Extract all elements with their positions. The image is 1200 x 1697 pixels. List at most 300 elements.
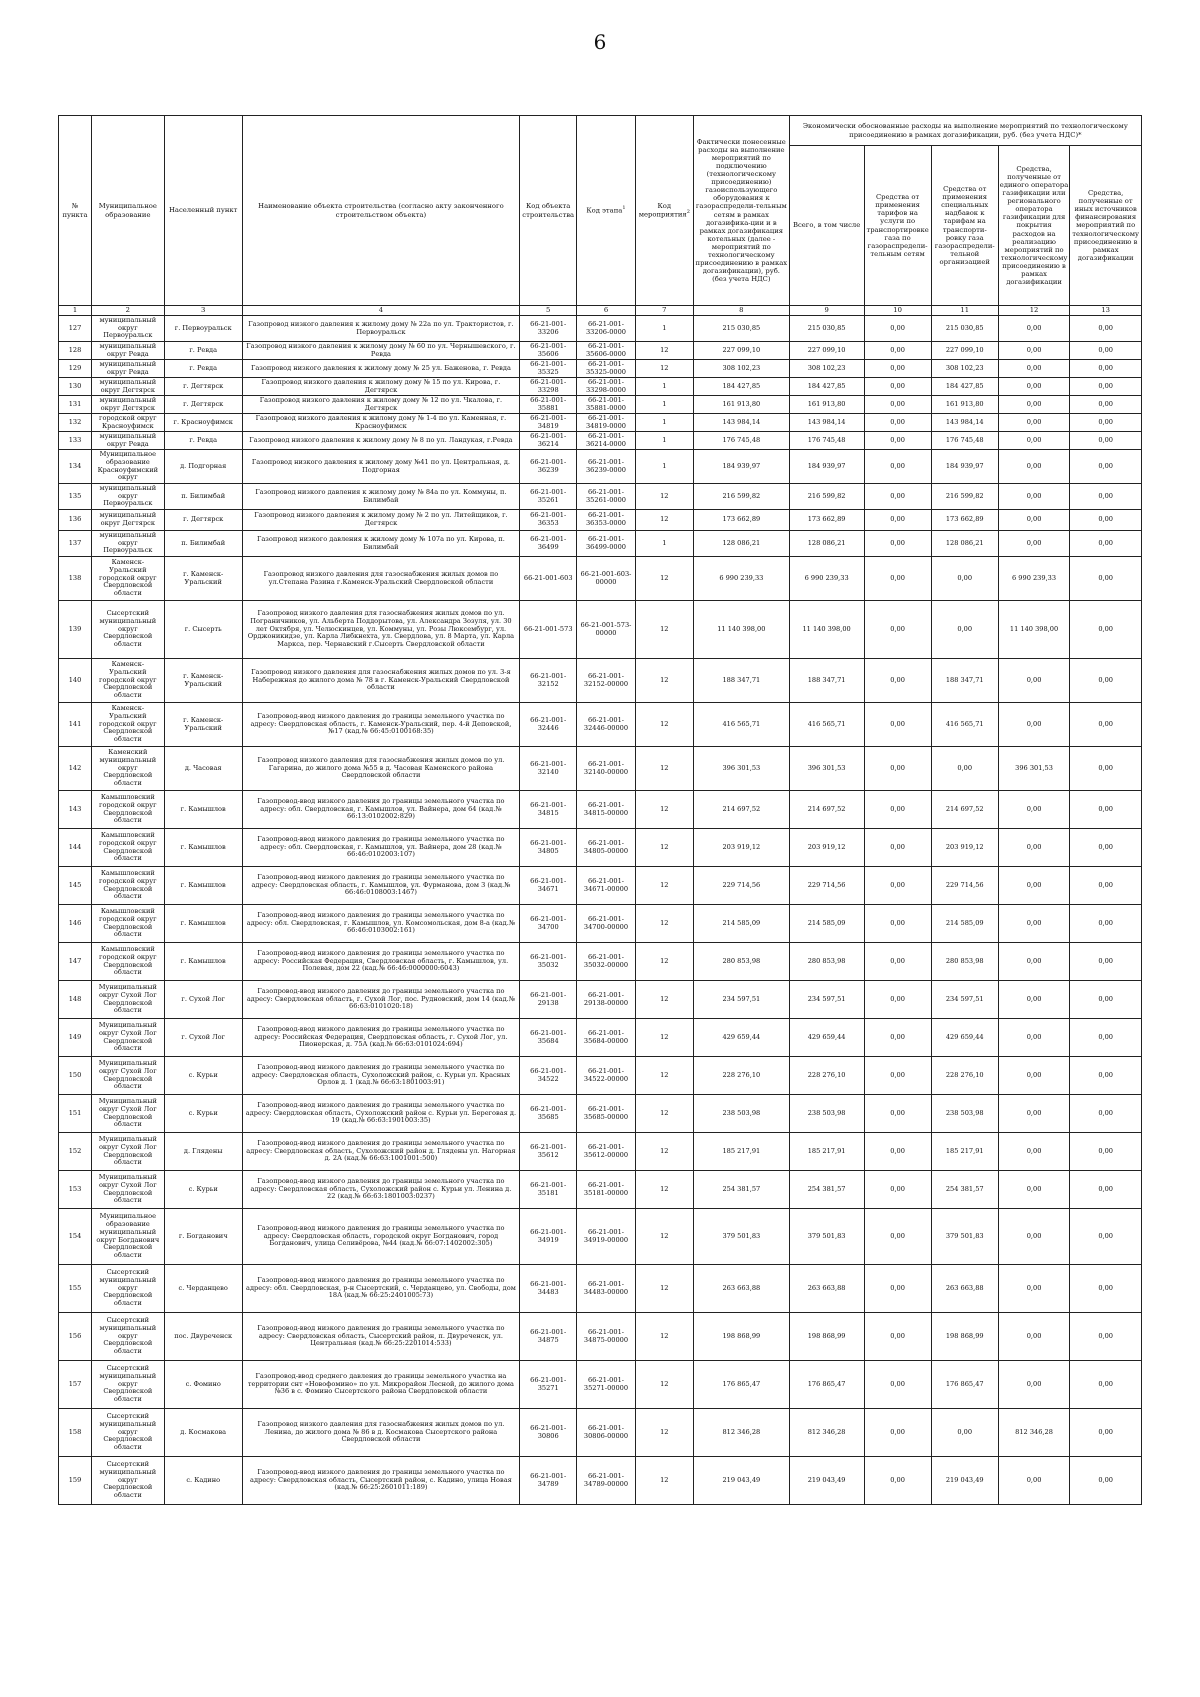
cell-object-code: 66-21-001-32140 bbox=[520, 747, 577, 791]
cell-event-code: 12 bbox=[635, 601, 693, 659]
table-row bbox=[59, 396, 1142, 414]
cell-object-name: Газопровод низкого давления к жилому дому №41 по ул. Центральная, д. Подгорная bbox=[242, 450, 519, 484]
cell-object-code: 66-21-001-34700 bbox=[520, 905, 577, 943]
cell-actual-expenses: 198 868,99 bbox=[693, 1313, 789, 1361]
cell-object-code: 66-21-001-35271 bbox=[520, 1361, 577, 1409]
cell-surcharge-funds: 227 099,10 bbox=[931, 342, 998, 360]
table-row bbox=[59, 1313, 1142, 1361]
cell-surcharge-funds: 0,00 bbox=[931, 557, 998, 601]
column-number: 3 bbox=[164, 306, 242, 316]
cell-event-code: 12 bbox=[635, 747, 693, 791]
column-number: 8 bbox=[693, 306, 789, 316]
table-row bbox=[59, 1457, 1142, 1505]
table-row bbox=[59, 659, 1142, 703]
cell-other-funds: 0,00 bbox=[1070, 1209, 1142, 1265]
header-operator-funds: Средства, полученные от единого оператора газификации или регионального оператора газификации для покрытия расходов на реализацию мероприятий по технологическому присоединению в рамках догазификации bbox=[998, 146, 1070, 306]
cell-stage-code: 66-21-001-35032-00000 bbox=[577, 943, 635, 981]
cell-object-name: Газопровод-ввод низкого давления до границы земельного участка по адресу: Свердловская область, г. Камышлов, ул. Фурманова, дом 3 (кад.№ 66:46:0108003:1467) bbox=[242, 867, 519, 905]
cell-actual-expenses: 214 697,52 bbox=[693, 791, 789, 829]
cell-object-name: Газопровод низкого давления к жилому дому № 15 по ул. Кирова, г. Дегтярск bbox=[242, 378, 519, 396]
cell-municipality: муниципальный округ Ревда bbox=[92, 360, 165, 378]
cell-actual-expenses: 254 381,57 bbox=[693, 1171, 789, 1209]
cell-stage-code: 66-21-001-32140-00000 bbox=[577, 747, 635, 791]
cell-event-code: 12 bbox=[635, 1095, 693, 1133]
cell-tariff-funds: 0,00 bbox=[864, 1265, 931, 1313]
cell-stage-code: 66-21-001-35685-00000 bbox=[577, 1095, 635, 1133]
header-total: Всего, в том числе bbox=[789, 146, 864, 306]
header-event-code bbox=[635, 116, 693, 306]
cell-object-code: 66-21-001-34805 bbox=[520, 829, 577, 867]
cell-stage-code: 66-21-001-34919-00000 bbox=[577, 1209, 635, 1265]
cell-object-code: 66-21-001-29138 bbox=[520, 981, 577, 1019]
cell-municipality: муниципальный округ Первоуральск bbox=[92, 316, 165, 342]
cell-other-funds: 0,00 bbox=[1070, 1265, 1142, 1313]
cell-actual-expenses: 238 503,98 bbox=[693, 1095, 789, 1133]
cell-actual-expenses: 184 427,85 bbox=[693, 378, 789, 396]
cell-tariff-funds: 0,00 bbox=[864, 747, 931, 791]
table-row bbox=[59, 1133, 1142, 1171]
cell-item-number: 139 bbox=[59, 601, 92, 659]
cell-operator-funds: 0,00 bbox=[998, 531, 1070, 557]
header-object-code: Код объекта строительства bbox=[520, 116, 577, 306]
cell-event-code: 1 bbox=[635, 378, 693, 396]
cell-operator-funds: 0,00 bbox=[998, 659, 1070, 703]
cell-object-code: 66-21-001-36214 bbox=[520, 432, 577, 450]
cell-operator-funds: 0,00 bbox=[998, 1265, 1070, 1313]
cell-total-expenses: 254 381,57 bbox=[789, 1171, 864, 1209]
cell-other-funds: 0,00 bbox=[1070, 1171, 1142, 1209]
cell-actual-expenses: 176 865,47 bbox=[693, 1361, 789, 1409]
cell-operator-funds: 0,00 bbox=[998, 1313, 1070, 1361]
cell-tariff-funds: 0,00 bbox=[864, 432, 931, 450]
cell-other-funds: 0,00 bbox=[1070, 1457, 1142, 1505]
cell-tariff-funds: 0,00 bbox=[864, 943, 931, 981]
cell-tariff-funds: 0,00 bbox=[864, 867, 931, 905]
cell-stage-code: 66-21-001-36239-0000 bbox=[577, 450, 635, 484]
cell-surcharge-funds: 308 102,23 bbox=[931, 360, 998, 378]
cell-municipality: муниципальный округ Первоуральск bbox=[92, 531, 165, 557]
cell-municipality: Муниципальный округ Сухой Лог Свердловской области bbox=[92, 1019, 165, 1057]
cell-item-number: 158 bbox=[59, 1409, 92, 1457]
cell-object-code: 66-21-001-34919 bbox=[520, 1209, 577, 1265]
cell-tariff-funds: 0,00 bbox=[864, 791, 931, 829]
cell-settlement: с. Фомино bbox=[164, 1361, 242, 1409]
cell-settlement: г. Сухой Лог bbox=[164, 1019, 242, 1057]
cell-settlement: с. Кадино bbox=[164, 1457, 242, 1505]
cell-settlement: г. Ревда bbox=[164, 360, 242, 378]
cell-event-code: 1 bbox=[635, 316, 693, 342]
table-row bbox=[59, 342, 1142, 360]
cell-object-code: 66-21-001-34875 bbox=[520, 1313, 577, 1361]
cell-settlement: г. Каменск-Уральский bbox=[164, 703, 242, 747]
cell-settlement: г. Красноуфимск bbox=[164, 414, 242, 432]
cell-object-code: 66-21-001-35181 bbox=[520, 1171, 577, 1209]
cell-total-expenses: 215 030,85 bbox=[789, 316, 864, 342]
cell-stage-code: 66-21-001-35881-0000 bbox=[577, 396, 635, 414]
cell-surcharge-funds: 379 501,83 bbox=[931, 1209, 998, 1265]
cell-settlement: г. Камышлов bbox=[164, 829, 242, 867]
cell-settlement: г. Камышлов bbox=[164, 867, 242, 905]
table-row bbox=[59, 1171, 1142, 1209]
cell-settlement: г. Камышлов bbox=[164, 905, 242, 943]
cell-object-code: 66-21-001-32152 bbox=[520, 659, 577, 703]
cell-total-expenses: 173 662,89 bbox=[789, 510, 864, 531]
cell-municipality: муниципальный округ Первоуральск bbox=[92, 484, 165, 510]
cell-operator-funds: 0,00 bbox=[998, 432, 1070, 450]
cell-object-name: Газопровод низкого давления к жилому дому № 84а по ул. Коммуны, п. Билимбай bbox=[242, 484, 519, 510]
cell-event-code: 12 bbox=[635, 1457, 693, 1505]
cell-settlement: г. Ревда bbox=[164, 432, 242, 450]
cell-object-code: 66-21-001-34789 bbox=[520, 1457, 577, 1505]
cell-actual-expenses: 234 597,51 bbox=[693, 981, 789, 1019]
cell-object-name: Газопровод низкого давления к жилому дому № 12 по ул. Чкалова, г. Дегтярск bbox=[242, 396, 519, 414]
cell-other-funds: 0,00 bbox=[1070, 1313, 1142, 1361]
cell-object-code: 66-21-001-34522 bbox=[520, 1057, 577, 1095]
cell-operator-funds: 812 346,28 bbox=[998, 1409, 1070, 1457]
cell-stage-code: 66-21-001-34819-0000 bbox=[577, 414, 635, 432]
cell-operator-funds: 0,00 bbox=[998, 829, 1070, 867]
cell-object-name: Газопровод низкого давления для газоснабжения жилых домов по ул. 3-я Набережная до жилого дома № 78 в г. Каменск-Уральский Свердловской области bbox=[242, 659, 519, 703]
cell-item-number: 131 bbox=[59, 396, 92, 414]
column-number: 4 bbox=[242, 306, 519, 316]
cell-operator-funds: 11 140 398,00 bbox=[998, 601, 1070, 659]
cell-total-expenses: 227 099,10 bbox=[789, 342, 864, 360]
cell-object-name: Газопровод-ввод низкого давления до границы земельного участка по адресу: обл. Свердловская, г. Камышлов, ул. Вайнера, дом 64 (кад.№ 66:13:0102002:829) bbox=[242, 791, 519, 829]
cell-tariff-funds: 0,00 bbox=[864, 601, 931, 659]
cell-object-name: Газопровод-ввод низкого давления до границы земельного участка по адресу: Свердловская область, городской округ Богданович, город Богданович, улица Селивёрова, №44 (кад.№ 66:07:1402002:305) bbox=[242, 1209, 519, 1265]
cell-other-funds: 0,00 bbox=[1070, 867, 1142, 905]
cell-surcharge-funds: 198 868,99 bbox=[931, 1313, 998, 1361]
cell-municipality: Сысертский муниципальный округ Свердловской области bbox=[92, 1361, 165, 1409]
cell-actual-expenses: 173 662,89 bbox=[693, 510, 789, 531]
cell-total-expenses: 184 427,85 bbox=[789, 378, 864, 396]
column-number: 9 bbox=[789, 306, 864, 316]
cell-event-code: 12 bbox=[635, 829, 693, 867]
header-item-number: № пункта bbox=[59, 116, 92, 306]
table-row bbox=[59, 1409, 1142, 1457]
cell-event-code: 12 bbox=[635, 510, 693, 531]
cell-total-expenses: 228 276,10 bbox=[789, 1057, 864, 1095]
header-justified-expenses-group: Экономически обоснованные расходы на выполнение мероприятий по технологическому присоединению в рамках догазификации, руб. (без учета НДС)* bbox=[789, 116, 1141, 146]
cell-total-expenses: 184 939,97 bbox=[789, 450, 864, 484]
cell-tariff-funds: 0,00 bbox=[864, 1133, 931, 1171]
cell-tariff-funds: 0,00 bbox=[864, 557, 931, 601]
cell-tariff-funds: 0,00 bbox=[864, 1095, 931, 1133]
cell-operator-funds: 0,00 bbox=[998, 510, 1070, 531]
cell-tariff-funds: 0,00 bbox=[864, 396, 931, 414]
cell-item-number: 149 bbox=[59, 1019, 92, 1057]
cell-surcharge-funds: 184 939,97 bbox=[931, 450, 998, 484]
cell-object-name: Газопровод-ввод низкого давления до границы земельного участка по адресу: обл. Свердловская, г. Камышлов, ул. Комсомольская, дом 8-а (кад.№ 66:46:0103002:161) bbox=[242, 905, 519, 943]
cell-object-code: 66-21-001-34483 bbox=[520, 1265, 577, 1313]
table-row bbox=[59, 557, 1142, 601]
cell-municipality: Муниципальный округ Сухой Лог Свердловской области bbox=[92, 1057, 165, 1095]
cell-object-name: Газопровод низкого давления к жилому дому № 8 по ул. Ландукая, г.Ревда bbox=[242, 432, 519, 450]
cell-total-expenses: 161 913,80 bbox=[789, 396, 864, 414]
cell-municipality: Муниципальный округ Сухой Лог Свердловской области bbox=[92, 1095, 165, 1133]
cell-settlement: с. Курьи bbox=[164, 1171, 242, 1209]
cell-operator-funds: 0,00 bbox=[998, 1171, 1070, 1209]
cell-municipality: Камышловский городской округ Свердловской области bbox=[92, 905, 165, 943]
cell-item-number: 154 bbox=[59, 1209, 92, 1265]
cell-object-name: Газопровод-ввод низкого давления до границы земельного участка по адресу: Свердловская область, Сухоложский район д. Глядены ул. Нагорная д. 2А (кад.№ 66:63:1001001:500) bbox=[242, 1133, 519, 1171]
table-row bbox=[59, 1019, 1142, 1057]
cell-stage-code: 66-21-001-33298-0000 bbox=[577, 378, 635, 396]
cell-tariff-funds: 0,00 bbox=[864, 378, 931, 396]
cell-municipality: Муниципальный округ Сухой Лог Свердловской области bbox=[92, 1133, 165, 1171]
cell-object-name: Газопровод-ввод низкого давления до границы земельного участка по адресу: Свердловская область, Сысертский район, с. Кадино, улица Новая (кад.№ 66:25:2601011:189) bbox=[242, 1457, 519, 1505]
cell-item-number: 135 bbox=[59, 484, 92, 510]
header-settlement: Населенный пункт bbox=[164, 116, 242, 306]
cell-operator-funds: 0,00 bbox=[998, 1457, 1070, 1505]
cell-actual-expenses: 188 347,71 bbox=[693, 659, 789, 703]
table-row bbox=[59, 1361, 1142, 1409]
cell-surcharge-funds: 173 662,89 bbox=[931, 510, 998, 531]
column-number: 11 bbox=[931, 306, 998, 316]
column-number: 7 bbox=[635, 306, 693, 316]
cell-stage-code: 66-21-001-34789-00000 bbox=[577, 1457, 635, 1505]
cell-municipality: муниципальный округ Дегтярск bbox=[92, 510, 165, 531]
cell-tariff-funds: 0,00 bbox=[864, 510, 931, 531]
cell-actual-expenses: 184 939,97 bbox=[693, 450, 789, 484]
cell-settlement: с. Курьи bbox=[164, 1057, 242, 1095]
cell-stage-code: 66-21-001-35261-0000 bbox=[577, 484, 635, 510]
cell-stage-code: 66-21-001-33206-0000 bbox=[577, 316, 635, 342]
cell-municipality: муниципальный округ Ревда bbox=[92, 342, 165, 360]
cell-municipality: муниципальный округ Дегтярск bbox=[92, 396, 165, 414]
cell-actual-expenses: 185 217,91 bbox=[693, 1133, 789, 1171]
cell-event-code: 12 bbox=[635, 1133, 693, 1171]
table-row bbox=[59, 1057, 1142, 1095]
cell-item-number: 137 bbox=[59, 531, 92, 557]
cell-event-code: 12 bbox=[635, 659, 693, 703]
cell-settlement: г. Первоуральск bbox=[164, 316, 242, 342]
cell-operator-funds: 0,00 bbox=[998, 981, 1070, 1019]
cell-total-expenses: 214 585,09 bbox=[789, 905, 864, 943]
header-stage-code-text: Код этапа bbox=[586, 206, 623, 215]
cell-operator-funds: 0,00 bbox=[998, 1209, 1070, 1265]
cell-surcharge-funds: 234 597,51 bbox=[931, 981, 998, 1019]
cell-operator-funds: 0,00 bbox=[998, 867, 1070, 905]
cell-item-number: 148 bbox=[59, 981, 92, 1019]
cell-surcharge-funds: 176 745,48 bbox=[931, 432, 998, 450]
cell-operator-funds: 6 990 239,33 bbox=[998, 557, 1070, 601]
cell-municipality: Муниципальное образование муниципальный округ Богданович Свердловской области bbox=[92, 1209, 165, 1265]
cell-surcharge-funds: 0,00 bbox=[931, 601, 998, 659]
cell-municipality: Сысертский муниципальный округ Свердловской области bbox=[92, 601, 165, 659]
cell-object-name: Газопровод-ввод низкого давления до границы земельного участка по адресу: Свердловская область, Сухоложский район с. Курьи ул. Береговая д. 19 (кад.№ 66:63:1901003:35) bbox=[242, 1095, 519, 1133]
cell-surcharge-funds: 238 503,98 bbox=[931, 1095, 998, 1133]
cell-other-funds: 0,00 bbox=[1070, 1057, 1142, 1095]
cell-tariff-funds: 0,00 bbox=[864, 450, 931, 484]
cell-tariff-funds: 0,00 bbox=[864, 829, 931, 867]
cell-stage-code: 66-21-001-34875-00000 bbox=[577, 1313, 635, 1361]
cell-municipality: Каменск-Уральский городской округ Свердловской области bbox=[92, 659, 165, 703]
column-number: 10 bbox=[864, 306, 931, 316]
cell-stage-code: 66-21-001-34815-00000 bbox=[577, 791, 635, 829]
cell-other-funds: 0,00 bbox=[1070, 659, 1142, 703]
cell-municipality: Камышловский городской округ Свердловской области bbox=[92, 829, 165, 867]
table-row bbox=[59, 981, 1142, 1019]
cell-surcharge-funds: 216 599,82 bbox=[931, 484, 998, 510]
cell-settlement: г. Богданович bbox=[164, 1209, 242, 1265]
cell-event-code: 12 bbox=[635, 360, 693, 378]
cell-tariff-funds: 0,00 bbox=[864, 1361, 931, 1409]
cell-event-code: 1 bbox=[635, 414, 693, 432]
cell-object-code: 66-21-001-33206 bbox=[520, 316, 577, 342]
cell-tariff-funds: 0,00 bbox=[864, 1019, 931, 1057]
cell-actual-expenses: 227 099,10 bbox=[693, 342, 789, 360]
cell-operator-funds: 0,00 bbox=[998, 450, 1070, 484]
cell-event-code: 12 bbox=[635, 943, 693, 981]
cell-object-code: 66-21-001-35685 bbox=[520, 1095, 577, 1133]
table-row bbox=[59, 316, 1142, 342]
cell-object-name: Газопровод низкого давления к жилому дому № 25 ул. Баженова, г. Ревда bbox=[242, 360, 519, 378]
cell-settlement: г. Сысерть bbox=[164, 601, 242, 659]
cell-surcharge-funds: 0,00 bbox=[931, 747, 998, 791]
cell-actual-expenses: 308 102,23 bbox=[693, 360, 789, 378]
cell-tariff-funds: 0,00 bbox=[864, 1209, 931, 1265]
cell-stage-code: 66-21-001-34483-00000 bbox=[577, 1265, 635, 1313]
table-row bbox=[59, 867, 1142, 905]
column-numbers-row bbox=[59, 306, 1142, 316]
cell-surcharge-funds: 161 913,80 bbox=[931, 396, 998, 414]
cell-other-funds: 0,00 bbox=[1070, 1095, 1142, 1133]
cell-municipality: Сысертский муниципальный округ Свердловской области bbox=[92, 1409, 165, 1457]
cell-settlement: г. Дегтярск bbox=[164, 510, 242, 531]
cell-object-code: 66-21-001-34671 bbox=[520, 867, 577, 905]
cell-actual-expenses: 280 853,98 bbox=[693, 943, 789, 981]
table-row bbox=[59, 1265, 1142, 1313]
cell-municipality: Каменск-Уральский городской округ Свердловской области bbox=[92, 703, 165, 747]
cell-event-code: 1 bbox=[635, 432, 693, 450]
cell-actual-expenses: 215 030,85 bbox=[693, 316, 789, 342]
cell-event-code: 12 bbox=[635, 905, 693, 943]
cell-tariff-funds: 0,00 bbox=[864, 659, 931, 703]
cell-object-code: 66-21-001-35325 bbox=[520, 360, 577, 378]
table-row bbox=[59, 450, 1142, 484]
cell-item-number: 130 bbox=[59, 378, 92, 396]
cell-actual-expenses: 216 599,82 bbox=[693, 484, 789, 510]
cell-settlement: пос. Двуреченск bbox=[164, 1313, 242, 1361]
cell-surcharge-funds: 254 381,57 bbox=[931, 1171, 998, 1209]
cell-municipality: муниципальный округ Ревда bbox=[92, 432, 165, 450]
cell-stage-code: 66-21-001-32152-00000 bbox=[577, 659, 635, 703]
cell-object-name: Газопровод низкого давления к жилому дому № 107а по ул. Кирова, п. Билимбай bbox=[242, 531, 519, 557]
cell-object-code: 66-21-001-35032 bbox=[520, 943, 577, 981]
cell-surcharge-funds: 128 086,21 bbox=[931, 531, 998, 557]
cell-object-code: 66-21-001-33298 bbox=[520, 378, 577, 396]
cell-stage-code: 66-21-001-34671-00000 bbox=[577, 867, 635, 905]
cell-settlement: г. Каменск-Уральский bbox=[164, 557, 242, 601]
cell-tariff-funds: 0,00 bbox=[864, 1313, 931, 1361]
cell-event-code: 1 bbox=[635, 450, 693, 484]
cell-item-number: 143 bbox=[59, 791, 92, 829]
cell-object-name: Газопровод-ввод низкого давления до границы земельного участка по адресу: Российская Федерация, Свердловская область, г. Сухой Лог, ул. Пионерская, д. 75А (кад.№ 66:63:0101024:694) bbox=[242, 1019, 519, 1057]
cell-other-funds: 0,00 bbox=[1070, 414, 1142, 432]
table-row bbox=[59, 943, 1142, 981]
cell-surcharge-funds: 229 714,56 bbox=[931, 867, 998, 905]
cell-municipality: Каменск-Уральский городской округ Свердловской области bbox=[92, 557, 165, 601]
cell-item-number: 150 bbox=[59, 1057, 92, 1095]
cell-operator-funds: 0,00 bbox=[998, 1361, 1070, 1409]
cell-municipality: Сысертский муниципальный округ Свердловской области bbox=[92, 1265, 165, 1313]
cell-settlement: п. Билимбай bbox=[164, 484, 242, 510]
header-surcharge-funds: Средства от применения специальных надбавок к тарифам на транспорти-ровку газа газораспредели-тельной организацией bbox=[931, 146, 998, 306]
cell-other-funds: 0,00 bbox=[1070, 316, 1142, 342]
cell-total-expenses: 812 346,28 bbox=[789, 1409, 864, 1457]
header-actual-expenses: Фактически понесенные расходы на выполнение мероприятий по подключению (технологическому присоединению) газоиспользующего оборудования к газораспредели-тельным сетям в рамках догазифика-ции и в рамках догазификация котельных (далее - мероприятий по технологическому присоединению в рамках догазификации), руб. (без учета НДС) bbox=[693, 116, 789, 306]
header-event-code-text: Код мероприятия bbox=[638, 202, 687, 219]
cell-object-code: 66-21-001-36239 bbox=[520, 450, 577, 484]
cell-surcharge-funds: 228 276,10 bbox=[931, 1057, 998, 1095]
cell-other-funds: 0,00 bbox=[1070, 1133, 1142, 1171]
cell-item-number: 142 bbox=[59, 747, 92, 791]
cell-other-funds: 0,00 bbox=[1070, 432, 1142, 450]
cell-other-funds: 0,00 bbox=[1070, 450, 1142, 484]
table-row bbox=[59, 378, 1142, 396]
cell-operator-funds: 0,00 bbox=[998, 360, 1070, 378]
cell-actual-expenses: 11 140 398,00 bbox=[693, 601, 789, 659]
cell-settlement: д. Часовая bbox=[164, 747, 242, 791]
cell-item-number: 156 bbox=[59, 1313, 92, 1361]
cell-object-name: Газопровод-ввод низкого давления до границы земельного участка по адресу: Свердловская область, г. Сухой Лог, пос. Рудновский, дом 14 (кад.№ 66:63:0101020:18) bbox=[242, 981, 519, 1019]
footnote-marker: 1 bbox=[622, 205, 626, 212]
cell-stage-code: 66-21-001-35612-00000 bbox=[577, 1133, 635, 1171]
cell-stage-code: 66-21-001-35684-00000 bbox=[577, 1019, 635, 1057]
cell-item-number: 133 bbox=[59, 432, 92, 450]
cell-other-funds: 0,00 bbox=[1070, 378, 1142, 396]
cell-object-code: 66-21-001-35261 bbox=[520, 484, 577, 510]
cell-tariff-funds: 0,00 bbox=[864, 905, 931, 943]
table-row bbox=[59, 791, 1142, 829]
cell-municipality: Сысертский муниципальный округ Свердловской области bbox=[92, 1313, 165, 1361]
cell-item-number: 138 bbox=[59, 557, 92, 601]
cell-other-funds: 0,00 bbox=[1070, 557, 1142, 601]
cell-other-funds: 0,00 bbox=[1070, 829, 1142, 867]
cell-operator-funds: 396 301,53 bbox=[998, 747, 1070, 791]
cell-total-expenses: 188 347,71 bbox=[789, 659, 864, 703]
cell-operator-funds: 0,00 bbox=[998, 396, 1070, 414]
cell-other-funds: 0,00 bbox=[1070, 396, 1142, 414]
cell-item-number: 134 bbox=[59, 450, 92, 484]
cell-operator-funds: 0,00 bbox=[998, 791, 1070, 829]
cell-item-number: 152 bbox=[59, 1133, 92, 1171]
cell-operator-funds: 0,00 bbox=[998, 1095, 1070, 1133]
cell-surcharge-funds: 0,00 bbox=[931, 1409, 998, 1457]
cell-stage-code: 66-21-001-30806-00000 bbox=[577, 1409, 635, 1457]
cell-tariff-funds: 0,00 bbox=[864, 342, 931, 360]
cell-event-code: 12 bbox=[635, 1171, 693, 1209]
cell-item-number: 128 bbox=[59, 342, 92, 360]
cell-item-number: 147 bbox=[59, 943, 92, 981]
cell-actual-expenses: 219 043,49 bbox=[693, 1457, 789, 1505]
cell-stage-code: 66-21-001-36353-0000 bbox=[577, 510, 635, 531]
cell-object-name: Газопровод низкого давления для газоснабжения жилых домов по ул. Гагарина, до жилого дома №55 в д. Часовая Каменского района Свердловской области bbox=[242, 747, 519, 791]
header-municipality: Муниципальное образование bbox=[92, 116, 165, 306]
cell-total-expenses: 238 503,98 bbox=[789, 1095, 864, 1133]
cell-item-number: 144 bbox=[59, 829, 92, 867]
table-row bbox=[59, 601, 1142, 659]
table-row bbox=[59, 414, 1142, 432]
cell-total-expenses: 214 697,52 bbox=[789, 791, 864, 829]
cell-event-code: 12 bbox=[635, 1265, 693, 1313]
cell-municipality: Камышловский городской округ Свердловской области bbox=[92, 791, 165, 829]
cell-total-expenses: 308 102,23 bbox=[789, 360, 864, 378]
cell-object-code: 66-21-001-36499 bbox=[520, 531, 577, 557]
cell-object-code: 66-21-001-34819 bbox=[520, 414, 577, 432]
cell-object-code: 66-21-001-30806 bbox=[520, 1409, 577, 1457]
